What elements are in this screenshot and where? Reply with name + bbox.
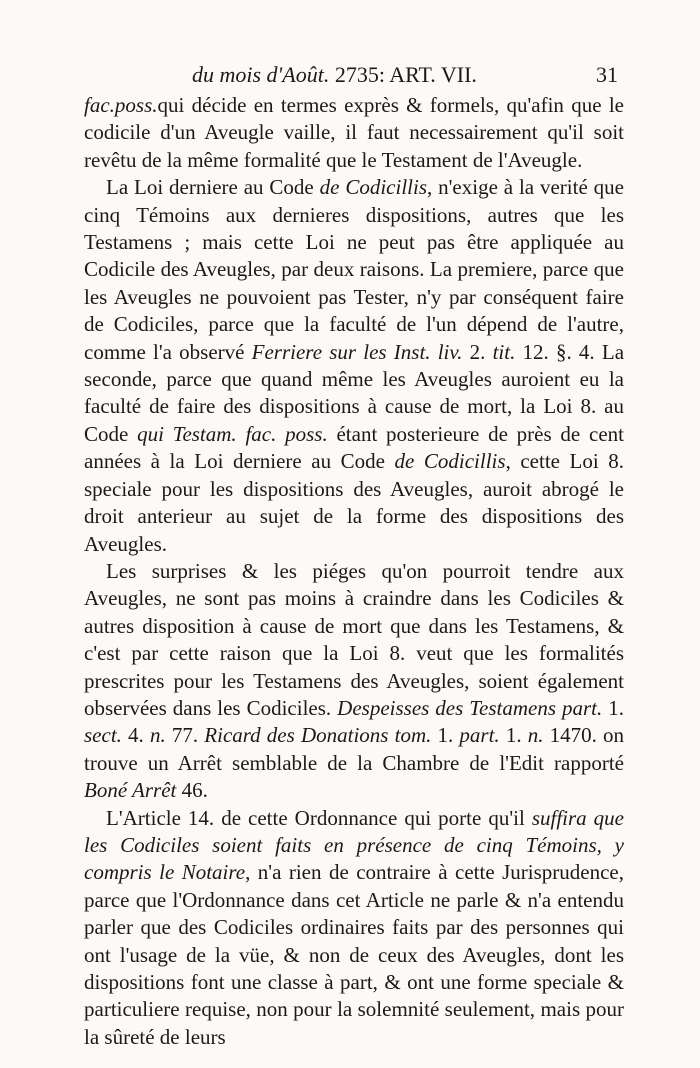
running-head-month: du mois d'Août. bbox=[192, 62, 335, 87]
italic-text: n. bbox=[527, 723, 544, 748]
text-segment: Les surprises & les piéges qu'on pourroit tendre aux Aveugles, ne sont pas moins à craindre dans les Codiciles & autres disposition à cause de mort que dans les Testamens, & c'est par cette raison que la Loi 8. veut que les formalités prescrites pour les Testamens des Aveugles, soient également observées dans les Codiciles. bbox=[84, 558, 624, 720]
text-segment: , n'a rien de contraire à cette Jurisprudence, parce que l'Ordonnance dans cet Article ne parle & n'a entendu parler que des Codiciles ordinaires faits par des personnes qui ont l'usage de la vüe, & non de ceux des Aveugles, dont les dispositions font une classe à part, & ont une forme speciale & particuliere requise, non pour la solemnité seulement, mais pour la sûreté de leurs bbox=[84, 860, 624, 1049]
text-segment: 1. bbox=[602, 695, 625, 720]
text-segment: 2. bbox=[462, 339, 493, 364]
italic-text: suffira que les Codiciles soient faits en présence de cinq Témoins, y compris le Notaire bbox=[84, 805, 624, 885]
text-segment: 77. bbox=[165, 723, 205, 748]
text-segment: 1. bbox=[499, 723, 528, 748]
italic-text: qui Testam. fac. poss. bbox=[137, 421, 328, 446]
text-segment: 4. bbox=[121, 723, 150, 748]
text-segment: 1. bbox=[431, 723, 460, 748]
page-header bbox=[150, 62, 618, 92]
italic-text: de Codicillis bbox=[319, 175, 427, 200]
italic-text: part. bbox=[459, 723, 500, 748]
paragraph bbox=[84, 805, 624, 1052]
text-segment: La Loi derniere au Code bbox=[106, 175, 320, 200]
italic-text: Ricard des Donations tom. bbox=[204, 723, 432, 748]
page-number: 31 bbox=[596, 62, 618, 87]
text-segment: 1470. on trouve un Arrêt semblable de la Chambre de l'Edit rapporté bbox=[84, 723, 625, 775]
paragraph bbox=[84, 92, 624, 174]
italic-text: fac.poss. bbox=[84, 93, 158, 117]
running-head-year: 2735: bbox=[334, 62, 390, 87]
italic-text: n. bbox=[149, 723, 166, 748]
paragraph bbox=[84, 558, 624, 805]
text-segment: L'Article 14. de cette Ordonnance qui porte qu'il bbox=[106, 805, 532, 830]
running-head bbox=[192, 62, 477, 88]
text-segment: 12. §. 4. La seconde, parce que quand même les Aveugles auroient eu la faculté de faire des dispositions à cause de mort, la Loi 8. au Code bbox=[84, 339, 625, 446]
text-segment: , cette Loi 8. speciale pour les dispositions des Aveugles, auroit abrogé le droit anterieur au sujet de la forme des dispositions des Aveugles. bbox=[84, 449, 624, 556]
text-segment: qui décide en termes exprès & formels, qu'afin que le codicile d'un Aveugle vaille, il faut necessairement qu'il soit revêtu de la même formalité que le Testament de l'Aveugle. bbox=[84, 93, 624, 172]
italic-text: de Codicillis bbox=[394, 449, 506, 474]
italic-text: Despeisses des Testamens part. bbox=[337, 695, 603, 720]
italic-text: sect. bbox=[84, 723, 122, 748]
italic-text: tit. bbox=[492, 339, 516, 364]
body-text bbox=[84, 92, 624, 1051]
running-head-article: ART. VII. bbox=[389, 62, 477, 87]
italic-text: Ferriere sur les Inst. liv. bbox=[251, 339, 463, 364]
text-segment: , n'exige à la verité que cinq Témoins aux dernieres dispositions, autres que les Testamens ; mais cette Loi ne peut pas être appliquée au Codicile des Aveugles, par deux raisons. La premiere, parce que les Aveugles ne pouvoient pas Tester, n'y par conséquent faire de Codiciles, parce que la faculté de l'un dépend de l'autre, comme l'a observé bbox=[84, 175, 624, 364]
text-segment: étant posterieure de près de cent années à la Loi derniere au Code bbox=[84, 421, 624, 474]
italic-text: Boné Arrêt bbox=[84, 778, 177, 803]
paragraph bbox=[84, 174, 624, 558]
text-segment: 46. bbox=[176, 778, 208, 803]
